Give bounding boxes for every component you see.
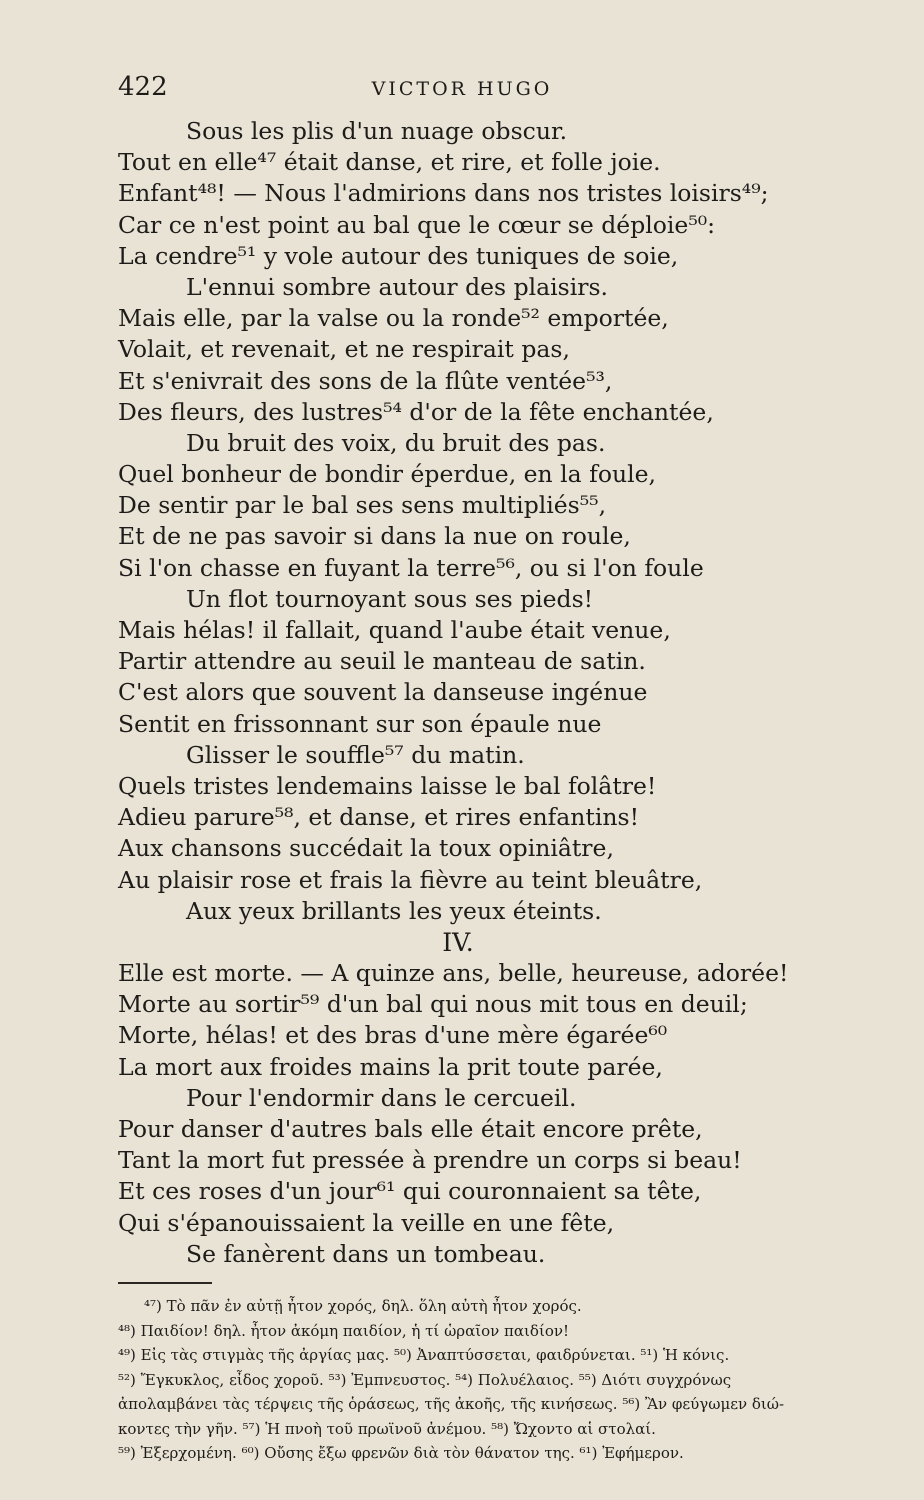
verse-line: Des fleurs, des lustres⁵⁴ d'or de la fête enchantée, [118,397,714,426]
verse-line: Un flot tournoyant sous ses pieds! [186,584,594,613]
verse-line: Et de ne pas savoir si dans la nue on roule, [118,522,631,551]
page-header [0,72,924,112]
verse-line: Pour danser d'autres bals elle était encore prête, [118,1115,703,1143]
verse-line: La mort aux froides mains la prit toute parée, [118,1052,663,1081]
footnote-line: ⁴⁸) Παιδίον! δηλ. ἦτον ἀκόμη παιδίον, ἡ τί ὡραῖον παιδίον! [118,1321,570,1340]
verse-line: C'est alors que souvent la danseuse ingénue [118,678,648,707]
verse-line: Sous les plis d'un nuage obscur. [186,117,568,145]
footnote-divider [118,1282,212,1284]
verse-line: Tout en elle⁴⁷ était danse, et rire, et folle joie. [118,148,661,177]
verse-line: Au plaisir rose et frais la fièvre au teint bleuâtre, [118,865,703,894]
footnote-line: ⁴⁹) Εἰς τὰς στιγμὰς τῆς ἀργίας μας. ⁵⁰) Ἀναπτύσσεται, φαιδρύνεται. ⁵¹) Ἡ κόνις. [118,1346,730,1364]
verse-line: Morte, hélas! et des bras d'une mère égarée⁶⁰ [118,1021,668,1050]
footnote-line: ⁵²) Ἔγκυκλος, εἶδος χοροῦ. ⁵³) Ἐμπνευστος. ⁵⁴) Πολυέλαιος. ⁵⁵) Διότι συγχρόνως [118,1370,732,1389]
footnote-line: ἀπολαμβάνει τὰς τέρψεις τῆς ὁράσεως, τῆς ἀκοῆς, τῆς κινήσεως. ⁵⁶) Ἂν φεύγωμεν διώ- [118,1395,785,1413]
footnote-line: ⁴⁷) Τὸ πᾶν ἐν αὐτῇ ἦτον χορός, δηλ. ὅλη αὐτὴ ἦτον χορός. [144,1297,582,1315]
verse-line: Si l'on chasse en fuyant la terre⁵⁶, ou si l'on foule [118,553,704,582]
verse-line: Quels tristes lendemains laisse le bal folâtre! [118,771,657,800]
verse-line: Mais elle, par la valse ou la ronde⁵² emportée, [118,304,669,333]
verse-line: Glisser le souffle⁵⁷ du matin. [186,740,525,769]
running-title: VICTOR HUGO [371,78,553,100]
verse-line: Aux yeux brillants les yeux éteints. [186,896,602,925]
verse-line: Elle est morte. — A quinze ans, belle, heureuse, adorée! [118,959,789,988]
verse-line: Tant la mort fut pressée à prendre un corps si beau! [118,1146,742,1175]
page-number: 422 [118,72,168,102]
verse-line: Partir attendre au seuil le manteau de satin. [118,647,646,676]
verse-line: Quel bonheur de bondir éperdue, en la foule, [118,460,657,489]
footnote-line: κοντες τὴν γῆν. ⁵⁷) Ἡ πνοὴ τοῦ πρωϊνοῦ ἀνέμου. ⁵⁸) Ὤχοντο αἱ στολαί. [118,1419,656,1438]
verse-line: Pour l'endormir dans le cercueil. [186,1083,577,1112]
verse-line: Qui s'épanouissaient la veille en une fête, [118,1208,615,1237]
section-heading: IV. [442,927,474,957]
verse-line: Et s'enivrait des sons de la flûte ventée⁵³, [118,366,613,395]
verse-line: Adieu parure⁵⁸, et danse, et rires enfantins! [118,803,640,832]
verse-line: De sentir par le bal ses sens multipliés⁵⁵, [118,491,607,520]
verse-line: La cendre⁵¹ y vole autour des tuniques de soie, [118,241,679,270]
footnotes [118,1294,808,1466]
verse-line: Volait, et revenait, et ne respirait pas, [118,335,570,364]
verse-line: Mais hélas! il fallait, quand l'aube était venue, [118,616,671,644]
verse-line: L'ennui sombre autour des plaisirs. [186,272,608,301]
footnote-line: ⁵⁹) Ἐξερχομένη. ⁶⁰) Οὔσης ἔξω φρενῶν διὰ τὸν θάνατον της. ⁶¹) Ἐφήμερον. [118,1444,684,1462]
verse-line: Enfant⁴⁸! — Nous l'admirions dans nos tristes loisirs⁴⁹; [118,179,769,208]
verse-line: Aux chansons succédait la toux opiniâtre, [118,834,614,863]
poem-body [118,116,798,1270]
verse-line: Du bruit des voix, du bruit des pas. [186,428,606,457]
verse-line: Se fanèrent dans un tombeau. [186,1239,546,1268]
verse-line: Morte au sortir⁵⁹ d'un bal qui nous mit tous en deuil; [118,990,748,1019]
verse-line: Sentit en frissonnant sur son épaule nue [118,709,602,738]
verse-line: Car ce n'est point au bal que le cœur se déploie⁵⁰: [118,210,716,239]
verse-line: Et ces roses d'un jour⁶¹ qui couronnaient sa tête, [118,1177,702,1206]
